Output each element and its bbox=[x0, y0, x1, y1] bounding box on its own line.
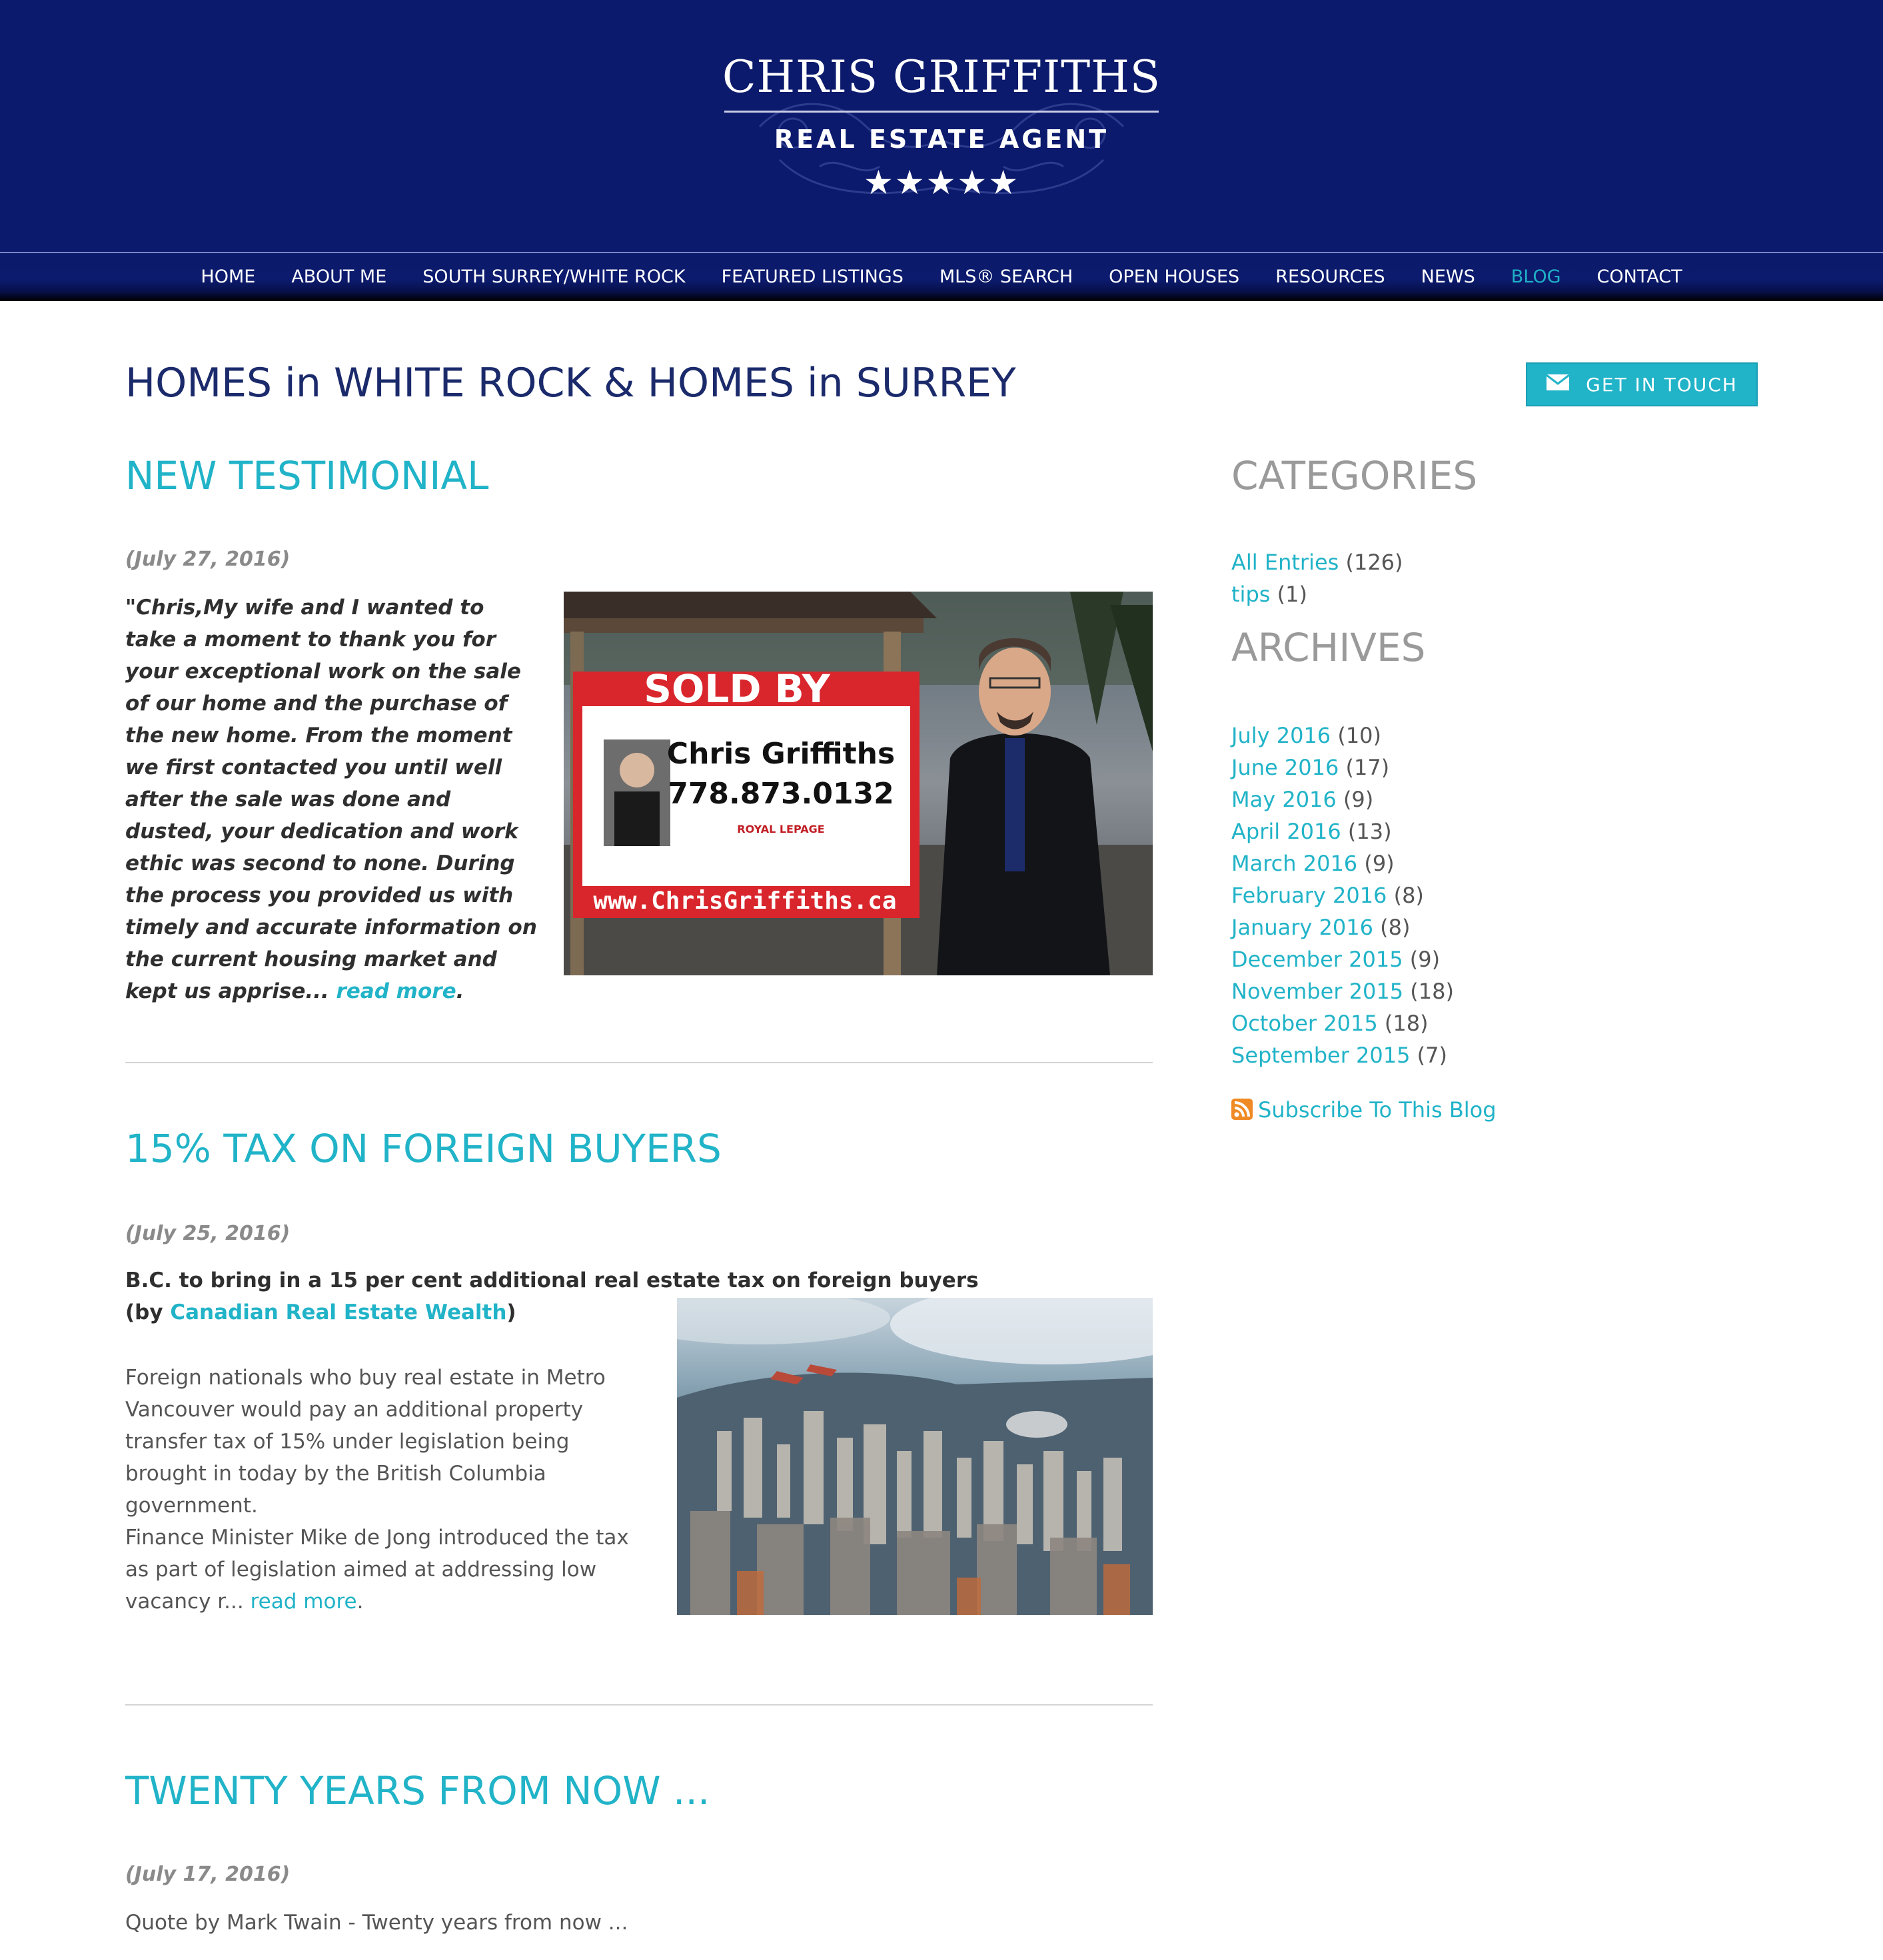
archive-link[interactable]: December 2015 bbox=[1231, 947, 1403, 972]
archives-list bbox=[1231, 720, 1454, 1071]
logo-subtitle: REAL ESTATE AGENT bbox=[774, 125, 1109, 154]
logo-name: CHRIS GRIFFITHS bbox=[722, 51, 1161, 103]
nav-item-contact[interactable]: CONTACT bbox=[1596, 266, 1682, 287]
archive-item bbox=[1231, 720, 1454, 751]
main-nav-items bbox=[0, 253, 1883, 301]
archive-count: (18) bbox=[1410, 979, 1454, 1004]
archive-item bbox=[1231, 751, 1454, 783]
nav-item-blog[interactable]: BLOG bbox=[1511, 266, 1561, 287]
categories-list bbox=[1231, 546, 1403, 610]
archive-link[interactable]: July 2016 bbox=[1231, 723, 1331, 748]
archive-count: (10) bbox=[1337, 723, 1382, 748]
archive-count: (9) bbox=[1343, 787, 1374, 812]
archive-item bbox=[1231, 847, 1454, 879]
site-header bbox=[0, 0, 1883, 252]
post-title-twenty-years[interactable]: TWENTY YEARS FROM NOW ... bbox=[125, 1768, 710, 1813]
archive-count: (13) bbox=[1347, 819, 1392, 844]
archive-link[interactable]: November 2015 bbox=[1231, 979, 1404, 1004]
get-in-touch-label: GET IN TOUCH bbox=[1586, 373, 1738, 396]
categorie-count: (126) bbox=[1345, 550, 1403, 575]
nav-item-featured-listings[interactable]: FEATURED LISTINGS bbox=[721, 266, 904, 287]
post-divider bbox=[125, 1062, 1153, 1063]
subscribe-label: Subscribe To This Blog bbox=[1258, 1097, 1497, 1123]
post-date: (July 17, 2016) bbox=[125, 1863, 291, 1886]
post-image-vancouver-aerial[interactable] bbox=[677, 1298, 1153, 1615]
archive-count: (17) bbox=[1345, 755, 1390, 780]
logo-stars: ★★★★★ bbox=[863, 163, 1020, 202]
post-excerpt-text: "Chris,My wife and I wanted to take a moment to thank you for your exceptional work on the sale of our home and the purchase of the new home. From the moment we first contacted you until well after the sale was done and dusted, your dedication and work ethic was second to none. During the process you provided us with timely and accurate information on the current housing market and kept us apprise... bbox=[125, 596, 537, 1003]
envelope-icon bbox=[1546, 374, 1570, 396]
archive-item bbox=[1231, 975, 1454, 1007]
archive-link[interactable]: March 2016 bbox=[1231, 851, 1358, 876]
archive-count: (7) bbox=[1417, 1043, 1447, 1068]
categorie-link[interactable]: All Entries bbox=[1231, 550, 1339, 575]
nav-item-open-houses[interactable]: OPEN HOUSES bbox=[1109, 266, 1240, 287]
archive-link[interactable]: September 2015 bbox=[1231, 1043, 1411, 1068]
archive-item bbox=[1231, 911, 1454, 943]
sign-phone: 778.873.0132 bbox=[668, 777, 894, 811]
archive-item bbox=[1231, 1039, 1454, 1071]
archive-item bbox=[1231, 879, 1454, 911]
paragraph-period: . bbox=[356, 1590, 364, 1614]
post-lead-text: B.C. to bring in a 15 per cent additional real estate tax on foreign buyers bbox=[125, 1268, 979, 1292]
archive-count: (8) bbox=[1380, 915, 1411, 940]
archive-count: (18) bbox=[1384, 1011, 1429, 1036]
canadian-real-estate-wealth-link[interactable]: Canadian Real Estate Wealth bbox=[170, 1300, 507, 1324]
sign-agent-name: Chris Griffiths bbox=[666, 737, 896, 771]
main-nav bbox=[0, 252, 1883, 301]
nav-item-home[interactable]: HOME bbox=[201, 266, 256, 287]
sign-brokerage: ROYAL LEPAGE bbox=[737, 823, 825, 835]
archive-item bbox=[1231, 815, 1454, 847]
archive-count: (9) bbox=[1409, 947, 1441, 972]
subscribe-link[interactable] bbox=[1231, 1091, 1497, 1129]
post-date: (July 27, 2016) bbox=[125, 548, 291, 571]
archive-link[interactable]: October 2015 bbox=[1231, 1011, 1378, 1036]
page-title: HOMES in WHITE ROCK & HOMES in SURREY bbox=[125, 360, 1016, 406]
nav-item-south-surrey-white-rock[interactable]: SOUTH SURREY/WHITE ROCK bbox=[422, 266, 686, 287]
categorie-item bbox=[1231, 546, 1403, 578]
archive-link[interactable]: January 2016 bbox=[1231, 915, 1373, 940]
archive-link[interactable]: February 2016 bbox=[1231, 883, 1387, 908]
rss-feed-icon bbox=[1231, 1097, 1253, 1129]
categories-heading: CATEGORIES bbox=[1231, 453, 1478, 498]
archive-link[interactable]: April 2016 bbox=[1231, 819, 1341, 844]
nav-item-about-me[interactable]: ABOUT ME bbox=[291, 266, 387, 287]
source-suffix: ) bbox=[506, 1300, 516, 1324]
post-paragraph-text: Finance Minister Mike de Jong introduced the tax as part of legislation aimed at addressing low vacancy r... bbox=[125, 1526, 629, 1614]
post-excerpt bbox=[125, 592, 538, 1007]
archive-item bbox=[1231, 1007, 1454, 1039]
post-divider bbox=[125, 1704, 1153, 1706]
get-in-touch-button[interactable] bbox=[1526, 362, 1758, 406]
post-image-sold-sign[interactable] bbox=[564, 592, 1153, 975]
post-paragraph: Foreign nationals who buy real estate in Metro Vancouver would pay an additional property transfer tax of 15% under legislation being brought in today by the British Columbia government. bbox=[125, 1366, 606, 1518]
archive-item bbox=[1231, 943, 1454, 975]
categorie-count: (1) bbox=[1277, 582, 1307, 607]
nav-item-resources[interactable]: RESOURCES bbox=[1275, 266, 1385, 287]
source-prefix: (by bbox=[125, 1300, 171, 1324]
nav-item-mls-search[interactable]: MLS® SEARCH bbox=[939, 266, 1073, 287]
post-title-foreign-buyers-tax[interactable]: 15% TAX ON FOREIGN BUYERS bbox=[125, 1126, 722, 1171]
post-date: (July 25, 2016) bbox=[125, 1222, 291, 1245]
post-title-new-testimonial[interactable]: NEW TESTIMONIAL bbox=[125, 453, 489, 498]
sign-url: www.ChrisGriffiths.ca bbox=[593, 887, 897, 915]
archive-link[interactable]: May 2016 bbox=[1231, 787, 1337, 812]
categorie-item bbox=[1231, 578, 1403, 610]
sign-sold-by: SOLD BY bbox=[644, 666, 830, 712]
post-excerpt: Quote by Mark Twain - Twenty years from now ... bbox=[125, 1911, 628, 1935]
excerpt-period: . bbox=[456, 979, 464, 1003]
read-more-link[interactable]: read more bbox=[250, 1590, 357, 1614]
nav-item-news[interactable]: NEWS bbox=[1421, 266, 1475, 287]
sold-sign-photo bbox=[564, 592, 1153, 975]
vancouver-aerial-photo bbox=[677, 1298, 1153, 1615]
categorie-link[interactable]: tips bbox=[1231, 582, 1271, 607]
archives-heading: ARCHIVES bbox=[1231, 625, 1426, 670]
archive-item bbox=[1231, 783, 1454, 815]
archive-count: (9) bbox=[1364, 851, 1395, 876]
archive-link[interactable]: June 2016 bbox=[1231, 755, 1339, 780]
site-logo[interactable] bbox=[706, 40, 1177, 220]
read-more-link[interactable]: read more bbox=[336, 979, 456, 1003]
post-paragraph bbox=[125, 1522, 632, 1618]
archive-count: (8) bbox=[1393, 883, 1424, 908]
